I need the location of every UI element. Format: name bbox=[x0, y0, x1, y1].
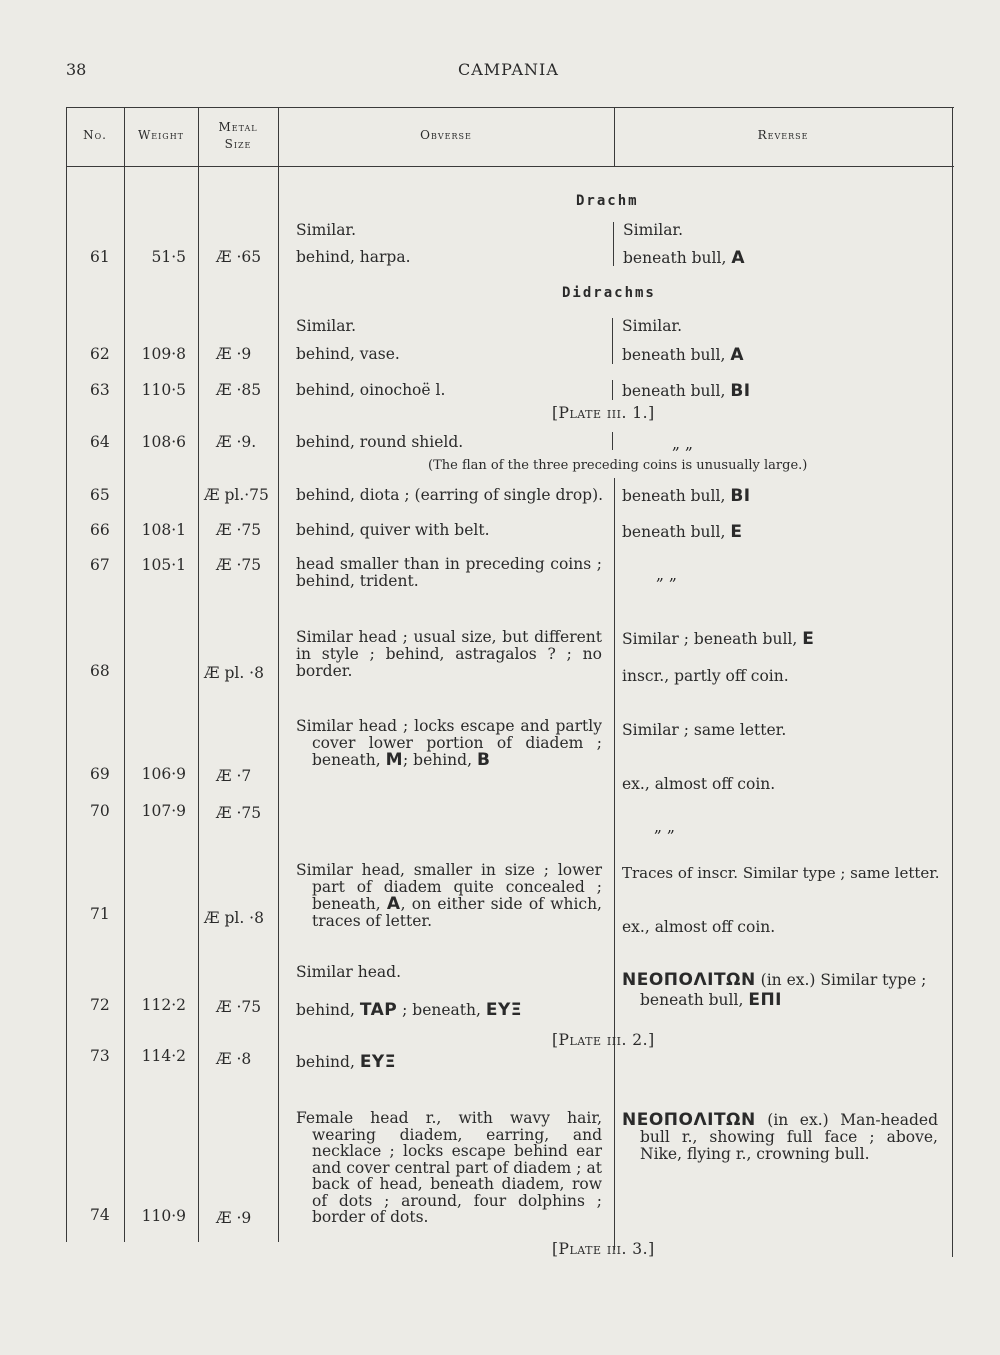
row-64-no: 64 bbox=[90, 433, 110, 451]
row-67-no: 67 bbox=[90, 556, 110, 574]
col-header-no: No. bbox=[83, 128, 107, 142]
row-74-no: 74 bbox=[90, 1206, 110, 1224]
row-69-reverse-a: Similar ; same letter. bbox=[622, 721, 787, 739]
col-rule-3 bbox=[198, 107, 199, 1242]
row-62-metal: Æ ·9 bbox=[216, 345, 252, 363]
row-71-reverse-a: Traces of inscr. Similar type ; same letter. bbox=[622, 864, 940, 882]
row-62-weight: 109·8 bbox=[141, 345, 186, 363]
row-64-note: (The flan of the three preceding coins is unusually large.) bbox=[428, 458, 808, 473]
row-64-weight: 108·6 bbox=[141, 433, 186, 451]
row-74-reverse-text: (in ex.) Man-headed bull r., showing full face ; above, Nike, flying r., crowning bull. bbox=[640, 1111, 938, 1163]
row-61-reverse-a: Similar. bbox=[623, 221, 684, 239]
row-65-reverse-text: beneath bull, bbox=[622, 487, 726, 505]
row-63-reverse-letter: BI bbox=[730, 381, 751, 401]
row-74-reverse bbox=[622, 1110, 938, 1163]
row-72-reverse-b bbox=[640, 990, 782, 1010]
row-63-no: 63 bbox=[90, 381, 110, 399]
row-72-reverse-a bbox=[622, 970, 926, 990]
row-62-reverse-a: Similar. bbox=[622, 317, 683, 335]
row-62-obverse-a: Similar. bbox=[296, 317, 357, 335]
row-71-obverse-letter: A bbox=[386, 894, 401, 914]
row-66-no: 66 bbox=[90, 521, 110, 539]
row-65-reverse bbox=[622, 486, 751, 506]
row-64-obverse: behind, round shield. bbox=[296, 433, 464, 451]
row-65-divider bbox=[614, 478, 615, 626]
row-74-reverse-greek: ΝΕΟΠΟΛΙΤΩΝ bbox=[622, 1110, 756, 1130]
row-70-no: 70 bbox=[90, 802, 110, 820]
row-61-weight: 51·5 bbox=[151, 248, 186, 266]
row-69-metal: Æ ·7 bbox=[216, 767, 252, 785]
row-68-no: 68 bbox=[90, 662, 110, 680]
row-61-reverse-b bbox=[623, 248, 745, 268]
row-62-reverse-text: beneath bull, bbox=[622, 346, 726, 364]
row-69-no: 69 bbox=[90, 765, 110, 783]
row-61-obverse-b: behind, harpa. bbox=[296, 248, 411, 266]
row-67-obverse: head smaller than in preceding coins ; behind, trident. bbox=[296, 555, 602, 590]
col-header-size: Size bbox=[224, 137, 252, 151]
plate-ref-1: [Plate iii. 1.] bbox=[552, 404, 655, 422]
row-69-obverse-letter-1: M bbox=[385, 750, 403, 770]
row-61-no: 61 bbox=[90, 248, 110, 266]
section-heading-drachm: Drachm bbox=[576, 193, 639, 209]
row-63-obverse: behind, oinochoë l. bbox=[296, 381, 446, 399]
row-66-obverse: behind, quiver with belt. bbox=[296, 521, 490, 539]
col-header-obverse: Obverse bbox=[420, 128, 472, 142]
col-rule-4 bbox=[278, 107, 279, 1242]
row-70-weight: 107·9 bbox=[141, 802, 186, 820]
row-62-reverse-b bbox=[622, 345, 744, 365]
row-72-reverse-text: (in ex.) Similar type ; bbox=[760, 971, 927, 989]
row-69-obverse-text: Similar head ; locks escape and partly cover lower portion of diadem ; beneath, bbox=[296, 717, 602, 769]
row-72-obverse-letter-2: ΕΥΞ bbox=[485, 1000, 523, 1020]
row-66-reverse bbox=[622, 522, 742, 542]
col-header-weight: Weight bbox=[137, 128, 185, 142]
row-72-metal: Æ ·75 bbox=[216, 998, 262, 1016]
row-69-weight: 106·9 bbox=[141, 765, 186, 783]
row-68-reverse-b: inscr., partly off coin. bbox=[622, 667, 789, 685]
row-72-reverse-letter: ΕΠΙ bbox=[748, 990, 782, 1010]
row-67-weight: 105·1 bbox=[141, 556, 186, 574]
row-67-metal: Æ ·75 bbox=[216, 556, 262, 574]
row-63-reverse bbox=[622, 381, 751, 401]
row-61-obverse-a: Similar. bbox=[296, 221, 357, 239]
row-68-reverse-a bbox=[622, 629, 814, 649]
row-64-divider bbox=[612, 432, 613, 450]
running-title: CAMPANIA bbox=[458, 60, 559, 79]
row-71-obverse-tail: , on either side of which, traces of letter. bbox=[312, 895, 602, 930]
row-64-reverse: „ „ bbox=[672, 435, 693, 453]
row-63-weight: 110·5 bbox=[141, 381, 186, 399]
row-61-reverse-letter: A bbox=[731, 248, 745, 268]
row-65-obverse: behind, diota ; (earring of single drop). bbox=[296, 486, 604, 504]
row-63-divider bbox=[612, 380, 613, 400]
row-69-obverse-letter-2: B bbox=[476, 750, 491, 770]
plate-ref-2: [Plate iii. 2.] bbox=[552, 1031, 655, 1049]
col-header-metal: Metal bbox=[218, 120, 258, 134]
row-71-obverse bbox=[296, 861, 602, 930]
col-header-reverse: Reverse bbox=[757, 128, 809, 142]
row-71-reverse-b: ex., almost off coin. bbox=[622, 918, 776, 936]
row-72-obverse-mid: ; beneath, bbox=[402, 1001, 481, 1019]
row-74-obverse: Female head r., with wavy hair, wearing diadem, earring, and necklace ; locks escape behind ear and cover central part of diadem ; at back of head, beneath diadem, row of dots ; around, four dolphins ; border of dots. bbox=[296, 1109, 602, 1226]
row-72-obverse-b bbox=[296, 1000, 522, 1020]
row-74-metal: Æ ·9 bbox=[216, 1209, 252, 1227]
row-73-obverse-text: behind, bbox=[296, 1053, 355, 1071]
table-top-rule bbox=[66, 107, 954, 108]
row-68-divider bbox=[614, 626, 615, 1250]
col-rule-2 bbox=[124, 107, 125, 1242]
row-68-metal: Æ pl. ·8 bbox=[204, 664, 264, 682]
row-67-reverse: „ „ bbox=[656, 566, 677, 584]
row-62-divider bbox=[612, 318, 613, 364]
row-70-metal: Æ ·75 bbox=[216, 804, 262, 822]
row-72-reverse-greek: ΝΕΟΠΟΛΙΤΩΝ bbox=[622, 970, 756, 990]
row-72-reverse-text-b: beneath bull, bbox=[640, 991, 744, 1009]
row-71-no: 71 bbox=[90, 905, 110, 923]
row-72-obverse-text: behind, bbox=[296, 1001, 355, 1019]
row-73-obverse bbox=[296, 1052, 396, 1072]
row-65-metal: Æ pl.·75 bbox=[204, 486, 269, 504]
row-63-reverse-text: beneath bull, bbox=[622, 382, 726, 400]
row-71-obverse-text: Similar head, smaller in size ; lower part of diadem quite concealed ; beneath, bbox=[296, 861, 602, 913]
row-62-no: 62 bbox=[90, 345, 110, 363]
row-66-weight: 108·1 bbox=[141, 521, 186, 539]
row-66-reverse-letter: E bbox=[730, 522, 743, 542]
row-74-weight: 110·9 bbox=[141, 1207, 186, 1225]
row-69-reverse-b: ex., almost off coin. bbox=[622, 775, 776, 793]
row-61-divider bbox=[613, 222, 614, 266]
row-68-reverse-letter: E bbox=[802, 629, 815, 649]
row-72-weight: 112·2 bbox=[141, 996, 186, 1014]
row-70-reverse: „ „ bbox=[654, 818, 675, 836]
page-number: 38 bbox=[66, 60, 87, 79]
row-68-obverse: Similar head ; usual size, but different in style ; behind, astragalos ? ; no border. bbox=[296, 628, 602, 680]
row-62-obverse-b: behind, vase. bbox=[296, 345, 400, 363]
row-73-obverse-letter: ΕΥΞ bbox=[359, 1052, 396, 1072]
section-heading-didrachms: Didrachms bbox=[562, 285, 656, 301]
row-61-metal: Æ ·65 bbox=[216, 248, 262, 266]
row-73-weight: 114·2 bbox=[141, 1047, 186, 1065]
row-68-reverse-text: Similar ; beneath bull, bbox=[622, 630, 798, 648]
table-header-rule bbox=[66, 166, 954, 167]
row-63-metal: Æ ·85 bbox=[216, 381, 262, 399]
col-rule-6 bbox=[952, 107, 953, 1257]
row-71-metal: Æ pl. ·8 bbox=[204, 909, 264, 927]
row-66-reverse-text: beneath bull, bbox=[622, 523, 726, 541]
plate-ref-3: [Plate iii. 3.] bbox=[552, 1240, 655, 1258]
row-73-no: 73 bbox=[90, 1047, 110, 1065]
row-65-reverse-letter: BI bbox=[730, 486, 751, 506]
row-61-reverse-text: beneath bull, bbox=[623, 249, 727, 267]
row-72-no: 72 bbox=[90, 996, 110, 1014]
row-73-metal: Æ ·8 bbox=[216, 1050, 252, 1068]
row-69-obverse-mid: ; behind, bbox=[403, 751, 473, 769]
row-62-reverse-letter: A bbox=[730, 345, 744, 365]
row-66-metal: Æ ·75 bbox=[216, 521, 262, 539]
row-72-obverse-a: Similar head. bbox=[296, 963, 402, 981]
row-72-obverse-letter-1: TAP bbox=[359, 1000, 398, 1020]
col-rule-1 bbox=[66, 107, 67, 1242]
row-64-metal: Æ ·9. bbox=[216, 433, 257, 451]
row-69-obverse bbox=[296, 717, 602, 770]
row-65-no: 65 bbox=[90, 486, 110, 504]
